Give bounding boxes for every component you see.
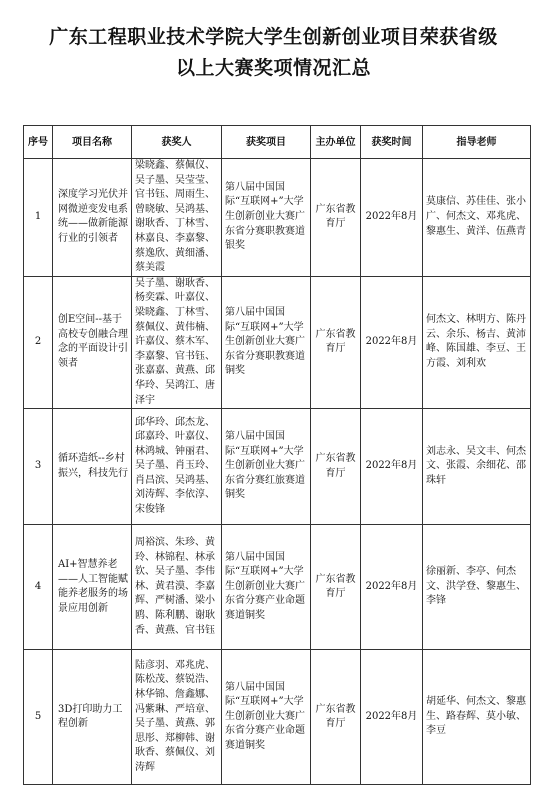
cell-time: 2022年8月 xyxy=(361,650,423,785)
table-row xyxy=(24,276,531,408)
cell-organizer: 广东省教育厅 xyxy=(311,409,361,525)
cell-award: 第八届中国国际“互联网+”大学生创新创业大赛广东省分赛职教赛道铜奖 xyxy=(222,276,311,408)
header-award: 获奖项目 xyxy=(222,126,311,159)
cell-advisors: 刘志永、吴文丰、何杰文、张霞、余细花、邵珠轩 xyxy=(423,409,531,525)
cell-seq: 3 xyxy=(24,409,53,525)
header-organizer: 主办单位 xyxy=(311,126,361,159)
header-time: 获奖时间 xyxy=(361,126,423,159)
cell-project: 创E空间--基于高校专创融合理念的平面设计引领者 xyxy=(53,276,132,408)
cell-seq: 1 xyxy=(24,159,53,277)
cell-advisors: 徐丽新、李亭、何杰文、洪学登、黎惠生、李锋 xyxy=(423,525,531,650)
table-row xyxy=(24,525,531,650)
cell-organizer: 广东省教育厅 xyxy=(311,525,361,650)
cell-time: 2022年8月 xyxy=(361,159,423,277)
cell-award: 第八届中国国际“互联网+”大学生创新创业大赛广东省分赛红旅赛道铜奖 xyxy=(222,409,311,525)
table-row xyxy=(24,650,531,785)
cell-seq: 2 xyxy=(24,276,53,408)
cell-award: 第八届中国国际“互联网+”大学生创新创业大赛广东省分赛职教赛道银奖 xyxy=(222,159,311,277)
document-title xyxy=(0,22,547,84)
cell-project: 3D打印助力工程创新 xyxy=(53,650,132,785)
cell-advisors: 莫康信、苏佳佳、张小广、何杰文、邓兆虎、黎惠生、黄洋、伍燕青 xyxy=(423,159,531,277)
cell-time: 2022年8月 xyxy=(361,276,423,408)
cell-organizer: 广东省教育厅 xyxy=(311,276,361,408)
header-seq: 序号 xyxy=(24,126,53,159)
cell-project: 循环造纸--乡村振兴，科技先行 xyxy=(53,409,132,525)
table-row xyxy=(24,409,531,525)
cell-winners: 周裕滨、朱珍、黄玲、林锦程、林承钦、吴子墨、李伟林、黄君漠、李嘉辉、严树潘、梁小鸥、陈利鹏、谢耿香、黄燕、官书钰 xyxy=(132,525,222,650)
cell-organizer: 广东省教育厅 xyxy=(311,159,361,277)
cell-advisors: 何杰文、林明方、陈丹云、余乐、杨吉、黄沛峰、陈国雄、李豆、王方霞、刘利欢 xyxy=(423,276,531,408)
cell-project: AI+智慧养老——人工智能赋能养老服务的场景应用创新 xyxy=(53,525,132,650)
cell-winners: 陆彦羽、邓兆虎、陈松茂、蔡锐浩、林华锦、詹鑫娜、冯紫琳、严培章、吴子墨、黄燕、郭思彤、郑柳韩、谢耿香、蔡佩仪、刘涛辉 xyxy=(132,650,222,785)
cell-award: 第八届中国国际“互联网+”大学生创新创业大赛广东省分赛产业命题赛道铜奖 xyxy=(222,525,311,650)
cell-project: 深度学习光伏并网微逆变发电系统——做新能源行业的引领者 xyxy=(53,159,132,277)
awards-table xyxy=(23,125,531,785)
cell-advisors: 胡延华、何杰文、黎惠生、路春辉、莫小敏、李豆 xyxy=(423,650,531,785)
title-line-1: 广东工程职业技术学院大学生创新创业项目荣获省级 xyxy=(49,26,498,48)
cell-organizer: 广东省教育厅 xyxy=(311,650,361,785)
cell-seq: 4 xyxy=(24,525,53,650)
table-header-row xyxy=(24,126,531,159)
header-winners: 获奖人 xyxy=(132,126,222,159)
cell-time: 2022年8月 xyxy=(361,525,423,650)
cell-seq: 5 xyxy=(24,650,53,785)
title-line-2: 以上大赛奖项情况汇总 xyxy=(175,57,371,79)
table-row xyxy=(24,159,531,277)
cell-time: 2022年8月 xyxy=(361,409,423,525)
cell-winners: 邱华玲、邱杰龙、邱嘉玲、叶嘉仪、林鸿城、钟丽君、吴子墨、肖玉玲、肖昌滨、吴鸿基、刘涛辉、李依淳、宋俊锋 xyxy=(132,409,222,525)
header-advisors: 指导老师 xyxy=(423,126,531,159)
cell-winners: 吴子墨、谢耿香、杨奕霖、叶嘉仪、梁晓鑫、丁林雪、蔡佩仪、黄伟楠、许嘉仪、蔡木军、李嘉黎、官书钰、张嘉嘉、黄燕、邱华玲、吴鸿江、唐泽宇 xyxy=(132,276,222,408)
cell-winners: 梁晓鑫、蔡佩仪、吴子墨、吴莹莹、官书钰、周雨生、曾晓敏、吴鸿基、谢耿香、丁林雪、林嘉良、李嘉黎、蔡逸欣、黄细潘、蔡美霞 xyxy=(132,159,222,277)
header-project: 项目名称 xyxy=(53,126,132,159)
cell-award: 第八届中国国际“互联网+”大学生创新创业大赛广东省分赛产业命题赛道铜奖 xyxy=(222,650,311,785)
